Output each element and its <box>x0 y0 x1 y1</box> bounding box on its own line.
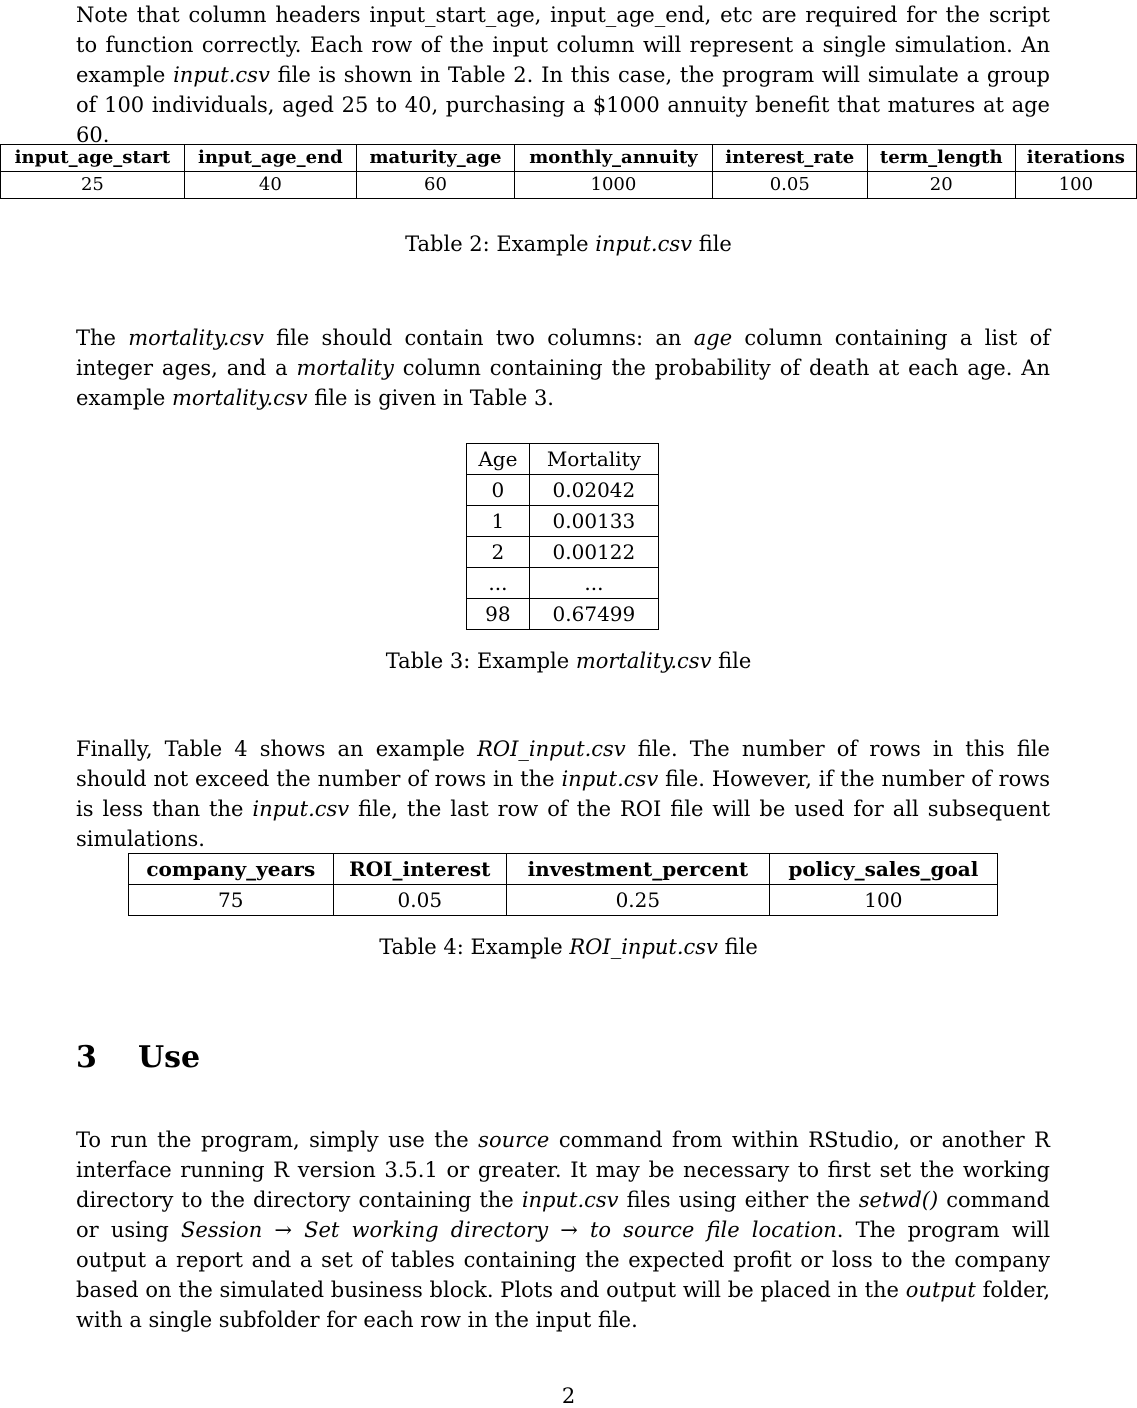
table-cell: 0.05 <box>712 172 867 199</box>
text-run: column containing the probability of death at each age. An example <box>76 356 1050 410</box>
text-run: file is shown in Table 2. In this case, the program will simulate a group of 100 individuals, aged 25 to 40, purchasing a $1000 annuity benefit that matures at age 60. <box>76 63 1050 147</box>
table-header-cell: input_age_end <box>184 145 356 172</box>
table-header-cell: Age <box>467 444 530 475</box>
filename-input-csv: input.csv <box>561 767 659 791</box>
text-run: file <box>711 649 752 673</box>
table-cell: 0.00122 <box>529 537 658 568</box>
paragraph-input-csv <box>76 0 1050 150</box>
table-header-row <box>1 145 1137 172</box>
table-header-cell: ROI_interest <box>333 854 506 885</box>
text-run: column containing a list of integer ages, and a <box>76 326 1050 380</box>
caption-filename: input.csv <box>595 232 693 256</box>
term-source: source <box>478 1128 550 1152</box>
table-cell: ... <box>467 568 530 599</box>
filename-input-csv: input.csv <box>173 63 270 87</box>
text-run: Finally, Table 4 shows an example <box>76 737 478 761</box>
table-header-cell: input_age_start <box>1 145 185 172</box>
table-4-caption <box>0 932 1137 962</box>
filename-mortality-csv: mortality.csv <box>128 326 264 350</box>
text-run: file should contain two columns: an <box>263 326 694 350</box>
table-row <box>467 475 659 506</box>
table-cell: 25 <box>1 172 185 199</box>
table-mortality-csv <box>466 443 659 630</box>
filename-roi-input-csv: ROI_input.csv <box>477 737 626 761</box>
text-run: Table 2: Example <box>405 232 596 256</box>
text-run: file, the last row of the ROI file will be used for all subsequent simulations. <box>76 797 1051 851</box>
term-setwd: setwd() <box>858 1188 939 1212</box>
table-header-cell: iterations <box>1015 145 1136 172</box>
table-row <box>129 885 998 916</box>
table-cell: 0.25 <box>507 885 770 916</box>
table-cell: 0.02042 <box>529 475 658 506</box>
table-header-cell: term_length <box>867 145 1015 172</box>
table-header-row <box>467 444 659 475</box>
paragraph-mortality-csv <box>76 323 1050 413</box>
table-header-cell: investment_percent <box>507 854 770 885</box>
table-input-csv <box>0 144 1137 199</box>
term-age: age <box>693 326 733 350</box>
table-header-cell: Mortality <box>529 444 658 475</box>
text-run: file. The number of rows in this file should not exceed the number of rows in the <box>76 737 1050 791</box>
section-title: Use <box>138 1040 201 1075</box>
text-run: file <box>692 232 732 256</box>
caption-filename: ROI_input.csv <box>569 935 718 959</box>
table-cell: ... <box>529 568 658 599</box>
text-run: To run the program, simply use the <box>76 1128 479 1152</box>
text-run: Note that column headers input_start_age, input_age_end, etc are required for the script to function correctly. Each row of the input column will represent a single simulation. An example <box>76 3 1050 87</box>
filename-mortality-csv: mortality.csv <box>171 386 308 410</box>
table-row <box>467 506 659 537</box>
text-run: file is given in Table 3. <box>307 386 554 410</box>
table-cell: 0 <box>467 475 530 506</box>
term-output: output <box>905 1278 976 1302</box>
menu-path: Session → Set working directory → to source file location <box>180 1218 837 1242</box>
table-header-cell: policy_sales_goal <box>769 854 997 885</box>
table-roi-input-csv <box>128 853 998 916</box>
table-2-caption <box>0 229 1137 259</box>
text-run: command from within RStudio, or another R interface running R version 3.5.1 or greater. It may be necessary to first set the working directory to the directory containing the <box>76 1128 1050 1212</box>
table-header-row <box>129 854 998 885</box>
text-run: The <box>76 326 129 350</box>
text-run: . The program will output a report and a set of tables containing the expected profit or loss to the company based on the simulated business block. Plots and output will be placed in the <box>76 1218 1050 1302</box>
table-cell: 75 <box>129 885 334 916</box>
text-run: file. However, if the number of rows is less than the <box>76 767 1050 821</box>
term-mortality: mortality <box>296 356 394 380</box>
table-header-cell: maturity_age <box>356 145 514 172</box>
table-cell: 100 <box>1015 172 1136 199</box>
paragraph-roi-input-csv <box>76 734 1050 854</box>
table-row <box>467 599 659 630</box>
table-cell: 1000 <box>514 172 712 199</box>
table-cell: 100 <box>769 885 997 916</box>
text-run: folder, with a single subfolder for each row in the input file. <box>76 1278 1050 1332</box>
table-cell: 0.67499 <box>529 599 658 630</box>
text-run: Table 4: Example <box>379 935 570 959</box>
text-run: command or using <box>76 1188 1050 1242</box>
caption-filename: mortality.csv <box>575 649 712 673</box>
table-3-caption <box>0 646 1137 676</box>
text-run: Table 3: Example <box>385 649 576 673</box>
table-cell: 0.00133 <box>529 506 658 537</box>
table-header-cell: company_years <box>129 854 334 885</box>
text-run: file <box>717 935 758 959</box>
table-row <box>1 172 1137 199</box>
table-row <box>467 537 659 568</box>
filename-input-csv: input.csv <box>521 1188 619 1212</box>
table-cell: 2 <box>467 537 530 568</box>
paragraph-use <box>76 1125 1050 1335</box>
table-header-cell: interest_rate <box>712 145 867 172</box>
table-cell: 1 <box>467 506 530 537</box>
text-run: files using either the <box>618 1188 859 1212</box>
table-cell: 60 <box>356 172 514 199</box>
table-cell: 98 <box>467 599 530 630</box>
section-heading <box>76 1036 200 1080</box>
table-header-cell: monthly_annuity <box>514 145 712 172</box>
filename-input-csv: input.csv <box>252 797 350 821</box>
table-cell: 0.05 <box>333 885 506 916</box>
table-cell: 20 <box>867 172 1015 199</box>
page-number: 2 <box>561 1384 576 1408</box>
section-number: 3 <box>76 1040 97 1075</box>
table-row <box>467 568 659 599</box>
table-cell: 40 <box>184 172 356 199</box>
